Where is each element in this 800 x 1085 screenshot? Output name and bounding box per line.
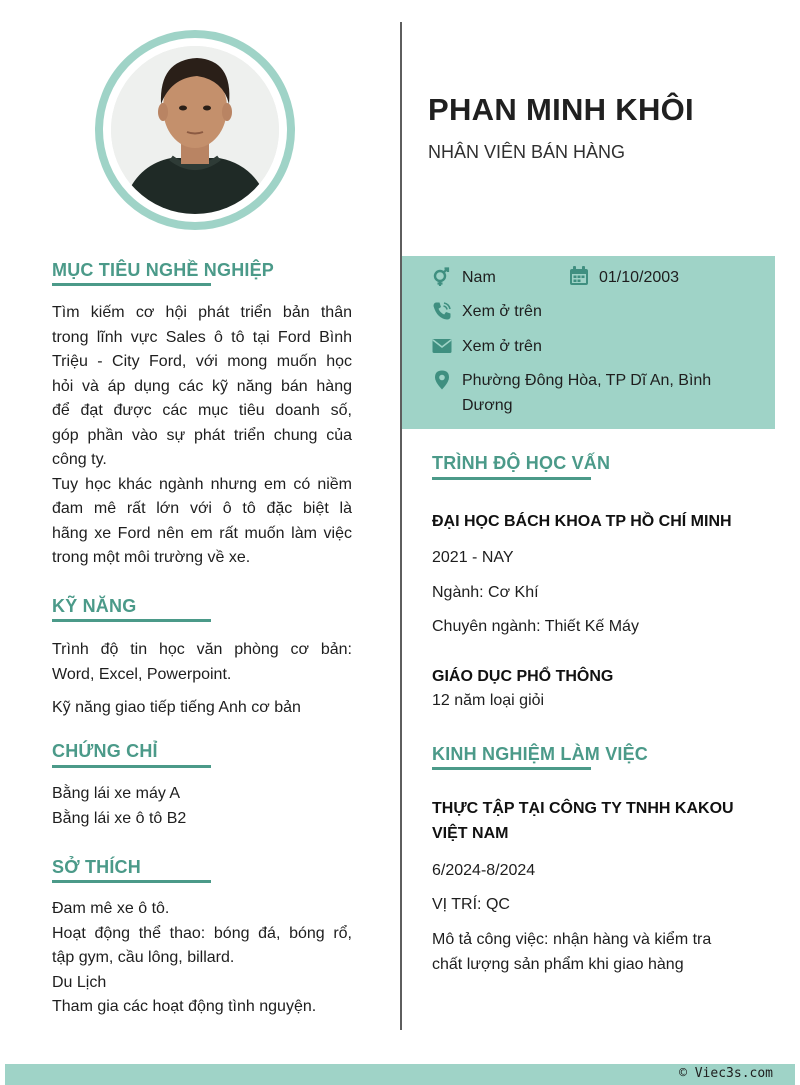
objective-line: Tuy học khác ngành nhưng em có niềm — [52, 475, 352, 493]
skill-line: Word, Excel, Powerpoint. — [52, 665, 232, 683]
avatar — [95, 30, 295, 230]
phone-value: Xem ở trên — [462, 303, 542, 320]
location-pin-icon — [432, 370, 452, 390]
copyright-text: © Viec3s.com — [679, 1066, 773, 1081]
certificates-underline — [52, 765, 211, 768]
address-line-1: Phường Đông Hòa, TP Dĩ An, Bình — [462, 372, 712, 389]
candidate-name: PHAN MINH KHÔI — [428, 92, 694, 127]
career-objective-text — [52, 301, 352, 571]
experience-title: KINH NGHIỆM LÀM VIỆC — [432, 744, 649, 764]
hobby-line: Du Lịch — [52, 973, 107, 991]
objective-line: trong lĩnh vực Sales ô tô tại Ford Bình — [52, 328, 352, 346]
hobby-line: Hoạt động thể thao: bóng đá, bóng rổ, — [52, 924, 352, 942]
job-title: NHÂN VIÊN BÁN HÀNG — [428, 142, 626, 162]
skills-title: KỸ NĂNG — [52, 596, 137, 616]
gender-icon — [432, 267, 452, 287]
email-icon — [432, 336, 452, 356]
address-line-2: Dương — [462, 397, 513, 414]
education-specialization: Chuyên ngành: Thiết Kế Máy — [432, 618, 639, 635]
hobby-line: tập gym, cầu lông, billard. — [52, 949, 235, 966]
objective-line: góp phần vào sự phát triển chung của — [52, 426, 352, 444]
hobby-line: Tham gia các hoạt động tình nguyện. — [52, 998, 317, 1015]
objective-line: công ty. — [52, 451, 107, 468]
column-divider — [400, 22, 402, 1030]
skills-underline — [52, 619, 211, 622]
skill-item — [52, 638, 352, 687]
calendar-icon — [569, 266, 589, 286]
objective-line: đam mê rất lớn với ô tô đặc biệt là — [52, 500, 352, 517]
hobby-line: Đam mê xe ô tô. — [52, 900, 170, 917]
career-objective-title: MỤC TIÊU NGHỀ NGHIỆP — [52, 260, 275, 280]
experience-underline — [432, 767, 591, 770]
skill-item: Kỹ năng giao tiếp tiếng Anh cơ bản — [52, 699, 301, 716]
hobbies-underline — [52, 880, 211, 883]
profile-photo — [111, 46, 279, 214]
school-name: ĐẠI HỌC BÁCH KHOA TP HỒ CHÍ MINH — [432, 513, 732, 530]
hobbies-title: SỞ THÍCH — [52, 857, 141, 877]
education-period: 2021 - NAY — [432, 549, 514, 566]
certificates-title: CHỨNG CHỈ — [52, 741, 158, 761]
birthdate-value: 01/10/2003 — [599, 269, 680, 286]
objective-line: để đạt được các mục tiêu doanh số, — [52, 402, 352, 419]
email-value: Xem ở trên — [462, 338, 542, 355]
gender-value: Nam — [462, 269, 496, 286]
skill-line: Trình độ tin học văn phòng cơ bản: — [52, 641, 352, 658]
personal-info-panel — [402, 256, 775, 429]
experience-period: 6/2024-8/2024 — [432, 862, 536, 879]
school2-detail: 12 năm loại giỏi — [432, 692, 545, 709]
company-line-2: VIỆT NAM — [432, 825, 509, 842]
certificate-item: Bằng lái xe máy A — [52, 785, 181, 802]
certificate-item: Bằng lái xe ô tô B2 — [52, 810, 187, 827]
school2-name: GIÁO DỤC PHỔ THÔNG — [432, 668, 614, 685]
experience-position: VỊ TRÍ: QC — [432, 896, 510, 913]
objective-line: Triệu - City Ford, với mong muốn học — [52, 353, 352, 370]
objective-line: hỏi và áp dụng các kỹ năng bán hàng — [52, 377, 352, 395]
company-line-1: THỰC TẬP TẠI CÔNG TY TNHH KAKOU — [432, 800, 734, 817]
objective-line: trong một môi trường về xe. — [52, 549, 251, 566]
phone-icon — [432, 301, 452, 321]
education-underline — [432, 477, 591, 480]
experience-desc-line-1: Mô tả công việc: nhận hàng và kiểm tra — [432, 931, 712, 948]
objective-line: hãng xe Ford nên em rất muốn làm việc — [52, 524, 352, 542]
footer-bar — [5, 1064, 795, 1085]
hobbies-text — [52, 897, 352, 1020]
career-objective-underline — [52, 283, 211, 286]
objective-line: Tìm kiếm cơ hội phát triển bản thân — [52, 304, 352, 321]
education-major: Ngành: Cơ Khí — [432, 584, 539, 601]
experience-desc-line-2: chất lượng sản phẩm khi giao hàng — [432, 956, 684, 973]
education-title: TRÌNH ĐỘ HỌC VẤN — [432, 453, 611, 473]
